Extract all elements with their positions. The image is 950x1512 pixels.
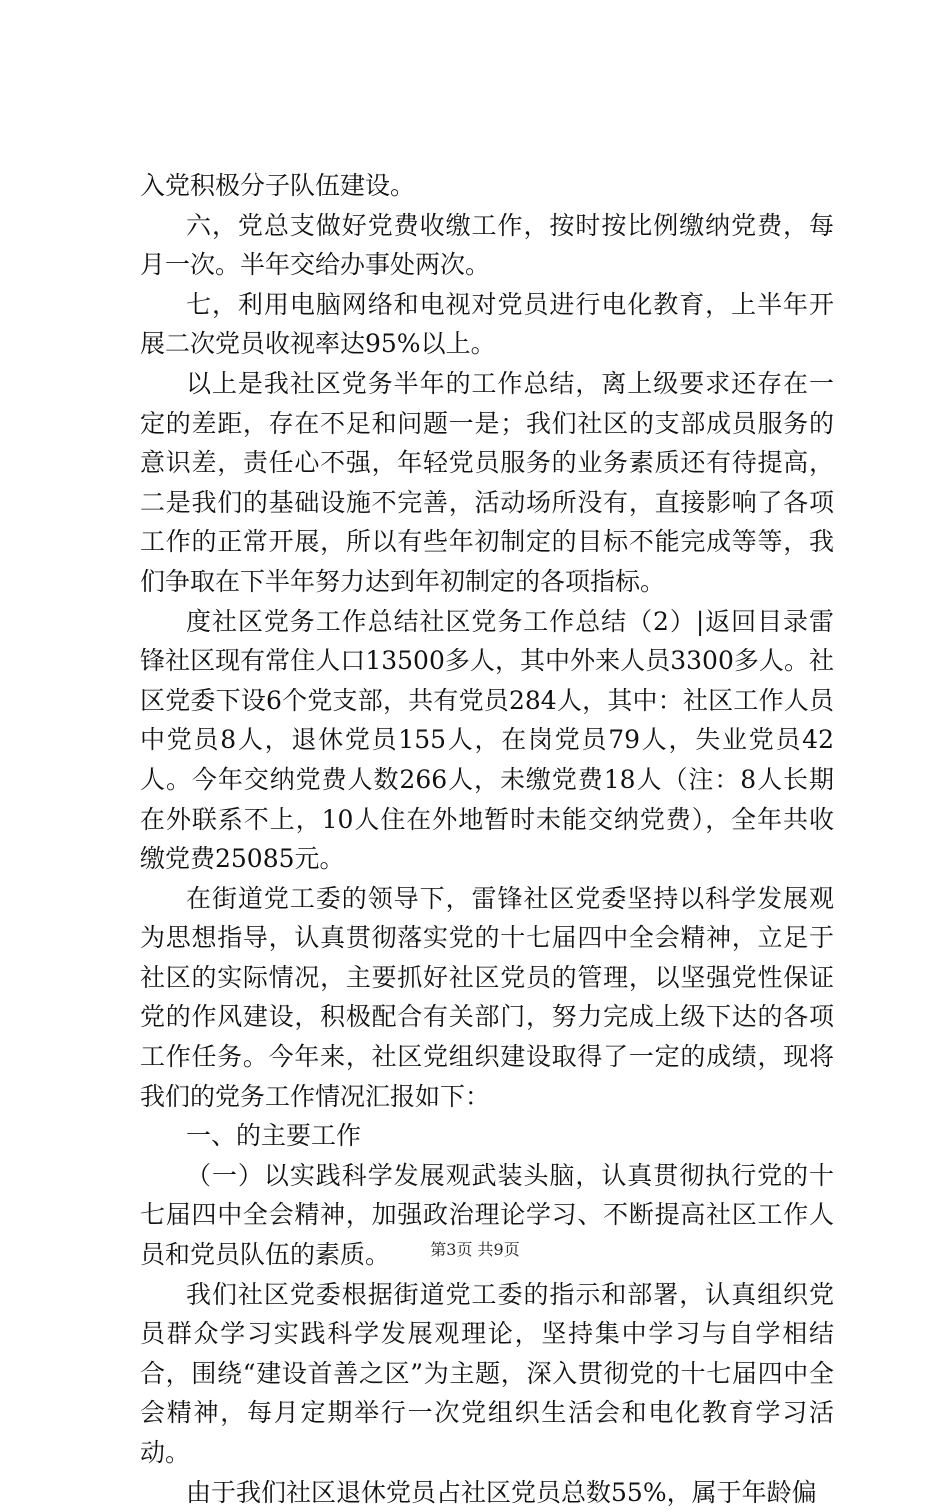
paragraph: 我们社区党委根据街道党工委的指示和部署，认真组织党员群众学习实践科学发展观理论，坚持集中学习与自学相结合，围绕“建设首善之区”为主题，深入贯彻党的十七届四中全会精神，每月定期举行一次党组织生活会和电化教育学习活动。: [140, 1279, 834, 1467]
document-body: [140, 166, 834, 1512]
page-footer: 第3页 共9页: [430, 1240, 520, 1259]
paragraph: 度社区党务工作总结社区党务工作总结（2）|返回目录雷锋社区现有常住人口13500多人，其中外来人员3300多人。社区党委下设6个党支部，共有党员284人，其中：社区工作人员中党员8人，退休党员155人，在岗党员79人，失业党员42人。今年交纳党费人数266人，未缴党费18人（注：8人长期在外联系不上，10人住在外地暂时未能交纳党费），全年共收缴党费25085元。: [140, 606, 834, 874]
paragraph: 在街道党工委的领导下，雷锋社区党委坚持以科学发展观为思想指导，认真贯彻落实党的十七届四中全会精神，立足于社区的实际情况，主要抓好社区党员的管理，以坚强党性保证党的作风建设，积极配合有关部门，努力完成上级下达的各项工作任务。今年来，社区党组织建设取得了一定的成绩，现将我们的党务工作情况汇报如下：: [140, 883, 834, 1111]
subsection-heading: （一）以实践科学发展观武装头脑，认真贯彻执行党的十七届四中全会精神，加强政治理论学习、不断提高社区工作人员和党员队伍的素质。: [140, 1160, 834, 1270]
paragraph: 入党积极分子队伍建设。: [140, 171, 416, 200]
paragraph: 由于我们社区退休党员占社区党员总数55%，属于年龄偏: [186, 1477, 817, 1507]
section-heading: 一、的主要工作: [186, 1121, 362, 1151]
paragraph: 以上是我社区党务半年的工作总结，离上级要求还存在一定的差距，存在不足和问题一是；我们社区的支部成员服务的意识差，责任心不强，年轻党员服务的业务素质还有待提高，二是我们的基础设施不完善，活动场所没有，直接影响了各项工作的正常开展，所以有些年初制定的目标不能完成等等，我们争取在下半年努力达到年初制定的各项指标。: [140, 368, 834, 596]
paragraph: 七，利用电脑网络和电视对党员进行电化教育，上半年开展二次党员收视率达95%以上。: [140, 289, 834, 359]
paragraph: 六，党总支做好党费收缴工作，按时按比例缴纳党费，每月一次。半年交给办事处两次。: [140, 210, 834, 280]
